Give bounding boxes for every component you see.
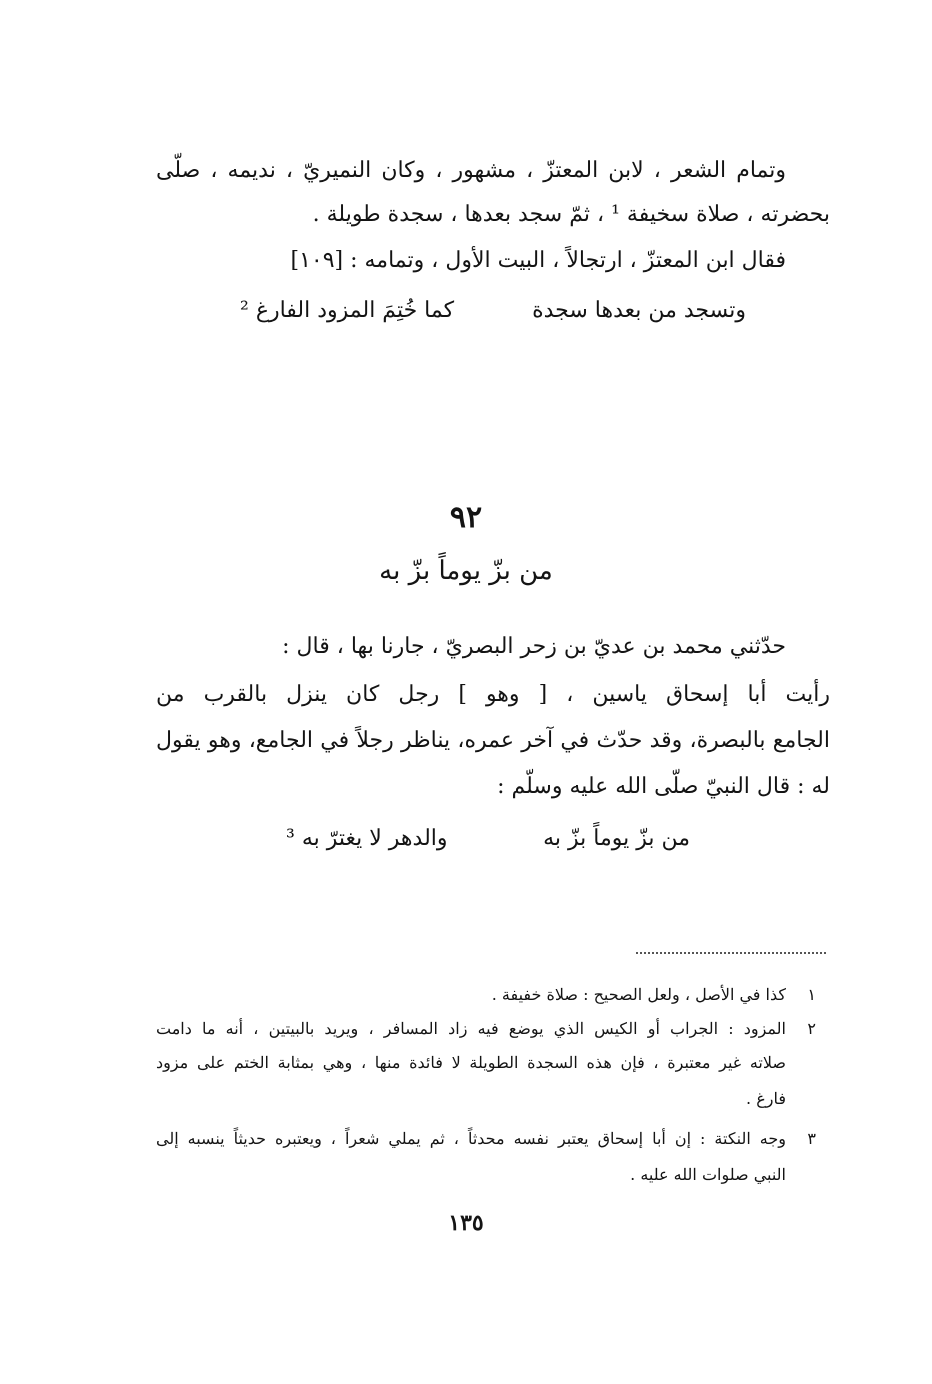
paragraph-line: بحضرته ، صلاة سخيفة ¹ ، ثمّ سجد بعدها ، سجدة طويلة . <box>312 202 830 227</box>
footnote-line: كذا في الأصل ، ولعل الصحيح : صلاة خفيفة . <box>491 985 786 1004</box>
paragraph-line: رأيت أبا إسحاق ياسين ، [ وهو ] رجل كان ينزل بالقرب من <box>156 682 830 707</box>
paragraph-line: له : قال النبيّ صلّى الله عليه وسلّم : <box>497 774 830 799</box>
verse-line <box>200 296 760 326</box>
footnote-separator <box>636 952 826 954</box>
footnote-line: فارغ . <box>746 1089 786 1108</box>
footnote-number: ٢ <box>807 1019 816 1038</box>
footnote-number: ٣ <box>807 1129 816 1148</box>
verse-second-hemistich: كما خُتِمَ المزود الفارغ ² <box>240 298 455 323</box>
page-number: ١٣٥ <box>448 1210 484 1236</box>
chapter-title: من بزّ يوماً بزّ به <box>379 556 553 586</box>
footnote-line: وجه النكتة : إن أبا إسحاق يعتبر نفسه محدثاً ، ثم يملي شعراً ، ويعتبره حديثاً ينسبه إلى <box>156 1129 786 1148</box>
chapter-number: ٩٢ <box>449 500 483 535</box>
verse-first-hemistich: وتسجد من بعدها سجدة <box>532 298 746 323</box>
verse-line <box>280 824 700 854</box>
paragraph-line: الجامع بالبصرة، وقد حدّث في آخر عمره، يناظر رجلاً في الجامع، وهو يقول <box>156 728 830 753</box>
paragraph-line: حدّثني محمد بن عديّ بن زحر البصريّ ، جارنا بها ، قال : <box>282 634 786 659</box>
paragraph-line: وتمام الشعر ، لابن المعتزّ ، مشهور ، وكان النميريّ ، نديمه ، صلّى <box>156 158 786 183</box>
footnote-line: النبي صلوات الله عليه . <box>630 1165 786 1184</box>
verse-second-hemistich: والدهر لا يغترّ به ³ <box>286 826 448 851</box>
footnote-number: ١ <box>807 985 816 1004</box>
verse-intro-line: فقال ابن المعتزّ ، ارتجالاً ، البيت الأول ، وتمامه : [١٠٩] <box>290 248 786 273</box>
footnote-line: صلاته غير معتبرة ، فإن هذه السجدة الطويلة لا فائدة منها ، وهي بمثابة الختم على مزود <box>156 1053 786 1072</box>
verse-first-hemistich: من بزّ يوماً بزّ به <box>543 826 690 851</box>
footnote-line: المزود : الجراب أو الكيس الذي يوضع فيه زاد المسافر ، ويريد بالبيتين ، أنه ما دامت <box>156 1019 786 1038</box>
